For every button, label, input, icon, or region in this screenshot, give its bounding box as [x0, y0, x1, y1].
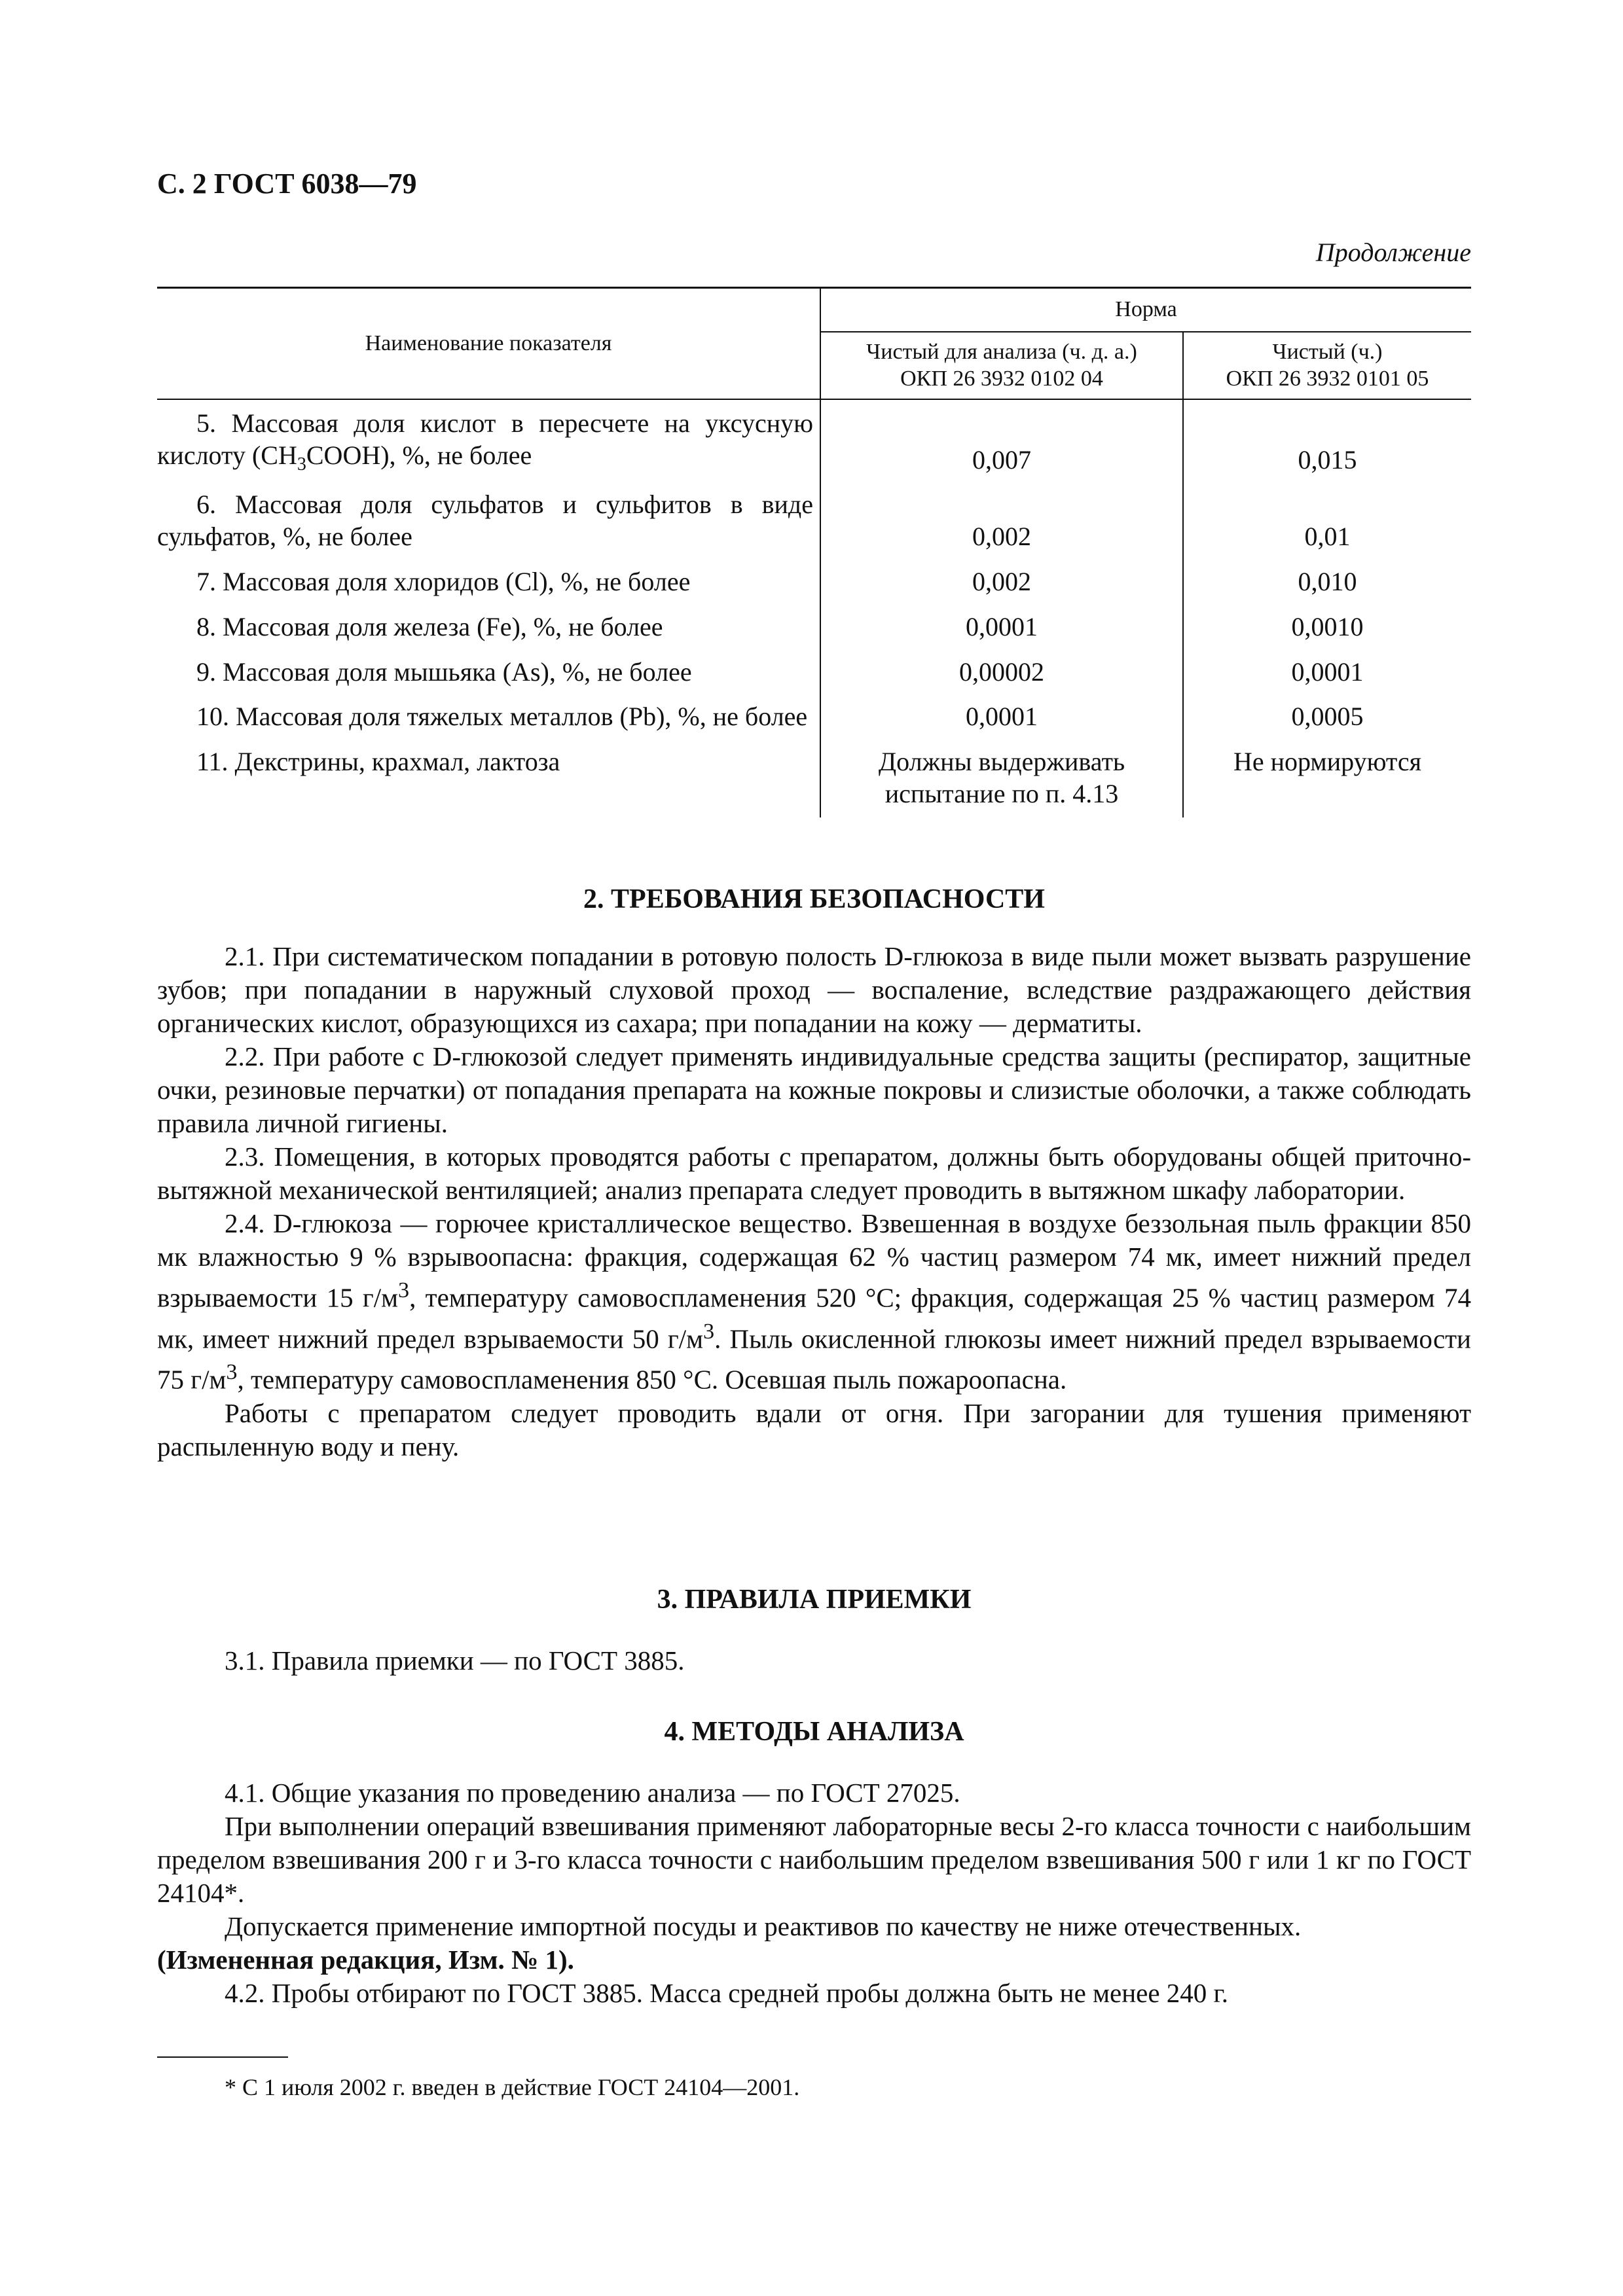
- paragraph-2-1: 2.1. При систематическом попадании в ротовую полость D-глюкоза в виде пыли может вызвать разрушение зубов; при попадании в наружный слуховой проход — воспаление, вследствие раздражающего действия органических кислот, образующихся из сахара; при попадании на кожу — дерматиты.: [157, 941, 1471, 1038]
- value-cell-analytical: 0,00002: [820, 649, 1183, 694]
- value-cell-pure: 0,0001: [1291, 656, 1364, 687]
- table-row: [157, 399, 1471, 481]
- value-cell-pure: 0,015: [1298, 444, 1357, 475]
- value-cell-pure: 0,010: [1298, 566, 1357, 596]
- requirements-table: [157, 287, 1471, 817]
- paragraph-2-2: 2.2. При работе с D-глюкозой следует применять индивидуальные средства защиты (респиратор, защитные очки, резиновые перчатки) от попадания препарата на кожные покровы и слизистые оболочки, а также соблюдать правила личной гигиены.: [157, 1041, 1471, 1138]
- value-cell-analytical: 0,007: [820, 399, 1183, 481]
- paragraph-4-2: 4.2. Пробы отбирают по ГОСТ 3885. Масса средней пробы должна быть не менее 240 г.: [225, 1978, 1228, 2008]
- indicator-cell: 9. Массовая доля мышьяка (As), %, не более: [157, 649, 820, 694]
- table-row: [157, 693, 1471, 738]
- table-row: [157, 603, 1471, 649]
- page-header: С. 2 ГОСТ 6038—79: [157, 168, 417, 200]
- section-2-title: 2. ТРЕБОВАНИЯ БЕЗОПАСНОСТИ: [583, 884, 1045, 914]
- value-cell-pure: Не нормируются: [1233, 747, 1422, 777]
- indicator-cell: 10. Массовая доля тяжелых металлов (Pb), %, не более: [157, 693, 820, 738]
- paragraph-2-4: 2.4. D-глюкоза — горючее кристаллическое вещество. Взвешенная в воздухе беззольная пыль фракции 850 мк влажностью 9 % взрывоопасна: фракция, содержащая 62 % частиц размером 74 мк, имеет нижний предел взрываемости 15 $г/м^3$, температуру самовоспламенения 520 °С; фракция, содержащая 25 % частиц размером 74 мк, имеет нижний предел взрываемости 50 $г/м^3$. Пыль окисленной глюкозы имеет нижний предел взрываемости 75 $г/м^3$, температуру самовоспламенения 850 °С. Осевшая пыль пожароопасна.: [157, 1208, 1471, 1395]
- paragraph-2-3: 2.3. Помещения, в которых проводятся работы с препаратом, должны быть оборудованы общей приточно-вытяжной механической вентиляцией; анализ препарата следует проводить в вытяжном шкафу лаборатории.: [157, 1141, 1471, 1205]
- amendment-note: (Измененная редакция, Изм. № 1).: [157, 1945, 574, 1975]
- value-cell-analytical: 0,0001: [820, 693, 1183, 738]
- value-cell-pure: 0,0005: [1291, 702, 1364, 732]
- section-2-body: [157, 940, 1471, 1463]
- column-header-grade-analytical: Чистый для анализа (ч. д. а.) ОКП 26 3932 0102 04: [820, 332, 1183, 400]
- paragraph-3-1: 3.1. Правила приемки — по ГОСТ 3885.: [225, 1645, 685, 1676]
- value-cell-analytical: 0,002: [820, 558, 1183, 603]
- indicator-cell: 6. Массовая доля сульфатов и сульфитов в виде сульфатов, %, не более: [157, 481, 820, 558]
- table-row: [157, 649, 1471, 694]
- section-3-body: [157, 1644, 1471, 1677]
- section-3-title: 3. ПРАВИЛА ПРИЕМКИ: [657, 1585, 972, 1615]
- table-row: [157, 558, 1471, 603]
- value-cell-analytical: 0,002: [820, 481, 1183, 558]
- indicator-cell: 7. Массовая доля хлоридов (Cl), %, не более: [157, 558, 820, 603]
- column-header-indicator: Наименование показателя: [157, 288, 820, 400]
- section-4-title: 4. МЕТОДЫ АНАЛИЗА: [664, 1717, 964, 1747]
- indicator-cell: 11. Декстрины, крахмал, лактоза: [157, 738, 820, 817]
- table-row: [157, 481, 1471, 558]
- value-cell-analytical: 0,0001: [820, 603, 1183, 649]
- column-header-grade-pure: Чистый (ч.) ОКП 26 3932 0101 05: [1183, 332, 1471, 400]
- table-continuation-label: Продолжение: [1315, 238, 1471, 267]
- section-4-body: [157, 1776, 1471, 2010]
- value-cell-pure: 0,01: [1304, 522, 1351, 552]
- paragraph-4-1: 4.1. Общие указания по проведению анализа — по ГОСТ 27025.: [225, 1778, 960, 1808]
- column-header-norm: Норма: [820, 288, 1471, 332]
- indicator-cell: 5. Массовая доля кислот в пересчете на уксусную кислоту $(CH_3COOH)$, %, не более: [157, 399, 820, 481]
- table-row: [157, 738, 1471, 817]
- paragraph-4-1-weighing: При выполнении операций взвешивания применяют лабораторные весы 2-го класса точности с наибольшим пределом взвешивания 200 г и 3-го класса точности с наибольшим пределом взвешивания 500 г или 1 кг по ГОСТ 24104*.: [157, 1811, 1471, 1908]
- indicator-cell: 8. Массовая доля железа (Fe), %, не более: [157, 603, 820, 649]
- footnote: * С 1 июля 2002 г. введен в действие ГОСТ 24104—2001.: [225, 2074, 800, 2100]
- value-cell-pure: 0,0010: [1291, 611, 1364, 641]
- value-cell-analytical: Должны выдерживать испытание по п. 4.13: [820, 738, 1183, 817]
- footnote-divider: [157, 2056, 288, 2058]
- paragraph-2-5: Работы с препаратом следует проводить вдали от огня. При загорании для тушения применяют распыленную воду и пену.: [157, 1397, 1471, 1462]
- paragraph-4-1-imports: Допускается применение импортной посуды и реактивов по качеству не ниже отечественных. (Измененная редакция, Изм. № 1).: [157, 1911, 1302, 1975]
